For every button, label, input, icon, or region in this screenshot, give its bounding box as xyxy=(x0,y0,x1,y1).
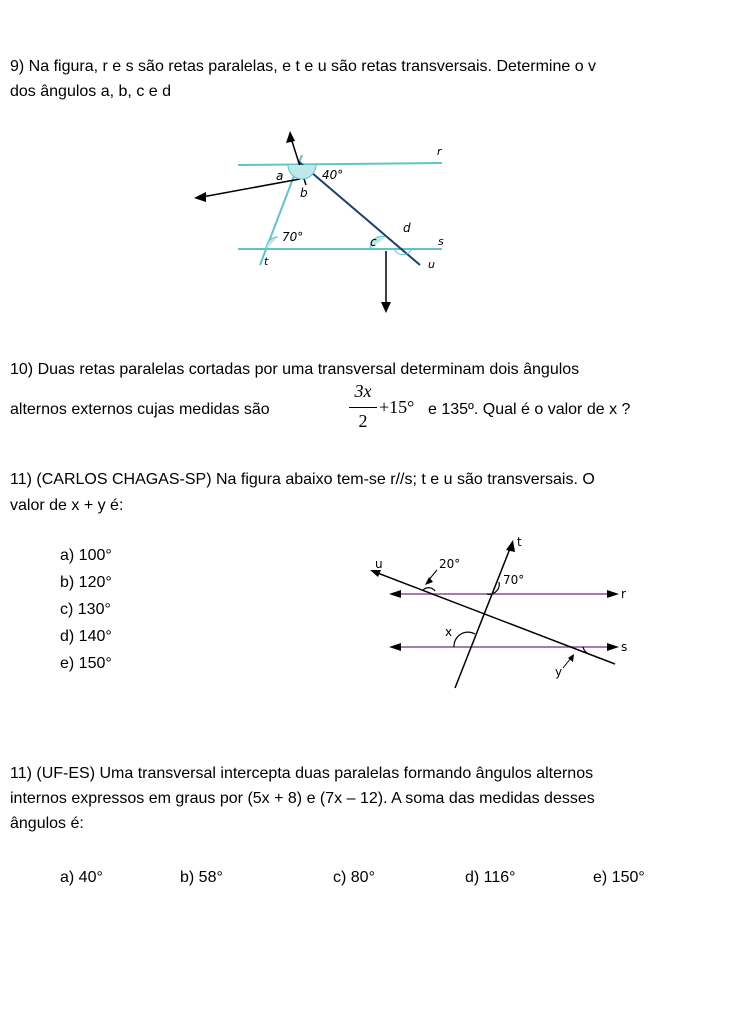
q11b-text-line1: 11) (UF-ES) Uma transversal intercepta duas paralelas formando ângulos alternos xyxy=(10,765,594,782)
q11a-pointer-y-line xyxy=(563,658,571,668)
q9-label-a: a xyxy=(276,169,284,183)
q9-angle-70-mark xyxy=(266,237,278,249)
q11a-label-x: x xyxy=(445,625,453,639)
q9-arrow-left-line xyxy=(202,179,300,197)
q9-angle-40-label: 40° xyxy=(322,168,344,182)
q10-fraction-denominator: 2 xyxy=(358,411,368,431)
q11b-option-d: d) 116° xyxy=(465,869,516,886)
q11a-option-e: e) 150° xyxy=(60,655,112,672)
q11a-text-line2: valor de x + y é: xyxy=(10,497,124,514)
q11b-option-c: c) 80° xyxy=(333,869,375,886)
q11a-line-s-left-arrow xyxy=(389,643,401,651)
q11b-option-a: a) 40° xyxy=(60,869,103,886)
q11a-label-r: r xyxy=(621,587,626,601)
q11a-angle-70-label: 70° xyxy=(503,573,525,587)
q9-label-r: r xyxy=(437,145,442,158)
q11a-line-t-arrow xyxy=(506,540,515,552)
q11a-line-r-left-arrow xyxy=(389,590,401,598)
q9-text-line2: dos ângulos a, b, c e d xyxy=(10,83,171,100)
q11a-option-a: a) 100° xyxy=(60,547,112,564)
q9-label-s: s xyxy=(438,235,444,248)
q11a-angle-20-label: 20° xyxy=(439,557,461,571)
q11a-text-line1: 11) (CARLOS CHAGAS-SP) Na figura abaixo tem-se r//s; t e u são transversais. O xyxy=(10,471,595,488)
q10-text-line2-pre: alternos externos cujas medidas são xyxy=(10,401,270,418)
q11a-line-r-right-arrow xyxy=(607,590,619,598)
q11b-option-b: b) 58° xyxy=(180,869,223,886)
q10-text-line2-post: e 135º. Qual é o valor de x ? xyxy=(428,401,631,418)
q11a-label-u: u xyxy=(375,557,383,571)
q11a-option-b: b) 120° xyxy=(60,574,112,591)
q9-label-t: t xyxy=(264,255,269,268)
q10-fraction-tail: +15° xyxy=(379,397,415,417)
q9-arrow-up-head xyxy=(286,131,295,143)
q9-figure xyxy=(180,125,460,320)
q9-arrow-left-head xyxy=(194,192,206,202)
q11b-text-line2: internos expressos em graus por (5x + 8) e (7x – 12). A soma das medidas desses xyxy=(10,790,595,807)
q9-text-line1: 9) Na figura, r e s são retas paralelas, e t e u são retas transversais. Determine o v xyxy=(10,58,597,75)
q11a-option-d: d) 140° xyxy=(60,628,112,645)
q10-text-line1: 10) Duas retas paralelas cortadas por uma transversal determinam dois ângulos xyxy=(10,361,580,378)
q11a-figure xyxy=(365,530,640,695)
q11a-option-c: c) 130° xyxy=(60,601,111,618)
q11b-text-line3: ângulos é: xyxy=(10,815,84,832)
q9-line-r xyxy=(238,163,442,165)
q10-fraction-numerator: 3x xyxy=(354,381,372,401)
q11a-line-s-right-arrow xyxy=(607,643,619,651)
q11a-line-u-arrow xyxy=(370,570,381,577)
q9-label-d: d xyxy=(403,221,411,235)
q11a-label-y: y xyxy=(555,665,563,679)
q9-label-u: u xyxy=(428,258,435,271)
q9-label-c: c xyxy=(370,235,377,249)
q11a-label-s: s xyxy=(621,640,628,654)
q9-angle-40-mark xyxy=(288,165,316,179)
q11a-label-t: t xyxy=(517,535,522,549)
q9-angle-70-label: 70° xyxy=(282,230,304,244)
q11a-line-t xyxy=(455,546,511,688)
q10-fraction-bar xyxy=(349,407,377,408)
q9-arrow-down-head xyxy=(381,302,391,313)
q11b-option-e: e) 150° xyxy=(593,869,645,886)
q9-label-b: b xyxy=(300,186,308,200)
q11a-pointer-20-head xyxy=(425,577,433,585)
q11a-angle-y-mark xyxy=(583,647,589,654)
